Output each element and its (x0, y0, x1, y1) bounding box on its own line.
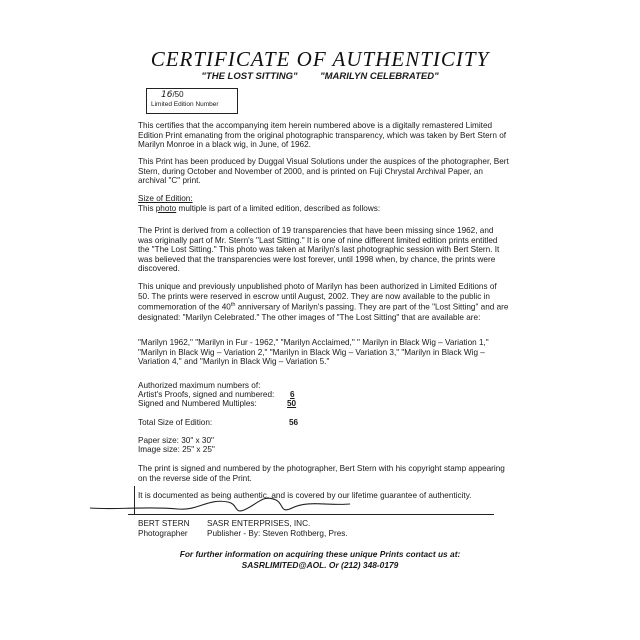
size-text-c: multiple is part of a limited edition, described as follows: (176, 203, 381, 213)
size-of-edition-heading: Size of Edition: (138, 194, 193, 203)
artist-proofs-label: Artist's Proofs, signed and numbered: (138, 390, 275, 399)
paragraph-produced-text: This Print has been produced by Duggal Visual Solutions under the auspices of the photographer, Bert Stern, during October and November of 2000, and is printed on Fuji Chrystal Archival Paper, an archival "C" print. (138, 157, 509, 186)
total-size-label: Total Size of Edition: (138, 418, 213, 427)
size-text-photo: photo (155, 203, 177, 213)
artist-proofs-value: 6 (290, 390, 295, 399)
size-of-edition-text (138, 204, 510, 214)
signature-line (128, 514, 494, 515)
closing-documented: It is documented as being authentic, and is covered by our lifetime guarantee of authenticity. (138, 491, 472, 500)
unpublished-text-b: anniversary of Marilyn's passing. They are part of the "Lost Sitting" and are designated: "Marilyn Celebrated." The other images of "The Lost Sitting" that are available are: (138, 302, 509, 322)
image-size: Image size: 25" x 25" (138, 445, 215, 454)
authorized-heading: Authorized maximum numbers of: (138, 381, 261, 390)
signed-multiples-label: Signed and Numbered Multiples: (138, 399, 257, 408)
publisher-role: Publisher - By: Steven Rothberg, Pres. (207, 529, 348, 538)
paragraph-derived-text: The Print is derived from a collection of 19 transparencies that have been missing since 1962, and was originally part of Mr. Stern's "Last Sitting." It is one of nine different limited edition prints entitled the "The Lost Sitting." This photo was taken at Marilyn's last photographic session with Bert Stern. It was believed that the transparencies were lost forever, until 1998 when, by chance, the prints were discovered. (138, 226, 500, 274)
handwritten-signature (88, 490, 388, 520)
paragraph-certifies-text: This certifies that the accompanying item herein numbered above is a digitally remastered Limited Edition Print emanating from the original photographic transparency, which was taken by Bert Stern of Marilyn Monroe in a black wig, in June, of 1962. (138, 121, 507, 150)
total-size-value: 56 (289, 418, 299, 427)
paragraph-derived (138, 226, 510, 274)
unpublished-text-a: This unique and previously unpublished photo of Marilyn has been authorized in Limited Editions of 50. The prints were reserved in escrow until August, 2002. They are now available to the public in commemoration of the 40 (138, 282, 497, 312)
footer-contact-line: For further information on acquiring these unique Prints contact us at: (179, 549, 461, 559)
unpublished-sup: th (230, 302, 236, 309)
paragraph-unpublished-text (138, 282, 510, 322)
edition-number (161, 90, 184, 100)
closing-signed: The print is signed and numbered by the photographer, Bert Stern with his copyright stamp appearing on the reverse side of the Print. (138, 464, 505, 483)
signer-role-photographer: Photographer (138, 529, 188, 538)
paragraph-unpublished (138, 282, 510, 322)
subtitle-marilyn-celebrated: "MARILYN CELEBRATED" (320, 71, 439, 82)
edition-number-handwritten: 16 (161, 90, 173, 100)
footer-contact-email-phone: SASRLIMITED@AOL. Or (212) 348-0179 (241, 560, 399, 570)
size-of-edition-section (138, 194, 510, 213)
signature-margin-line (134, 486, 135, 514)
paragraph-certifies (138, 121, 510, 150)
paragraph-produced (138, 157, 510, 186)
publisher-name: SASR ENTERPRISES, INC. (207, 519, 311, 528)
certificate-title: CERTIFICATE OF AUTHENTICITY (150, 47, 490, 71)
signer-name-bert-stern: BERT STERN (138, 519, 190, 528)
edition-number-label: Limited Edition Number (151, 101, 219, 108)
certificate-subtitle (0, 71, 640, 82)
size-text-a: This (138, 203, 156, 213)
subtitle-lost-sitting: "THE LOST SITTING" (201, 71, 298, 82)
edition-number-box (146, 88, 238, 114)
paper-size: Paper size: 30" x 30" (138, 436, 214, 445)
paragraph-other-images-text: "Marilyn 1962," "Marilyn in Fur - 1962," "Marilyn Acclaimed," " Marilyn in Black Wig – Variation 1," "Marilyn in Black Wig – Variation 2," "Marilyn in Black Wig – Variation 3," "Marilyn in Black Wig – Variation 4," and "Marilyn in Black Wig – Variation 5." (138, 338, 489, 367)
signed-multiples-value: 50 (287, 399, 297, 408)
paragraph-other-images (138, 338, 510, 367)
edition-number-total: /50 (172, 90, 184, 99)
